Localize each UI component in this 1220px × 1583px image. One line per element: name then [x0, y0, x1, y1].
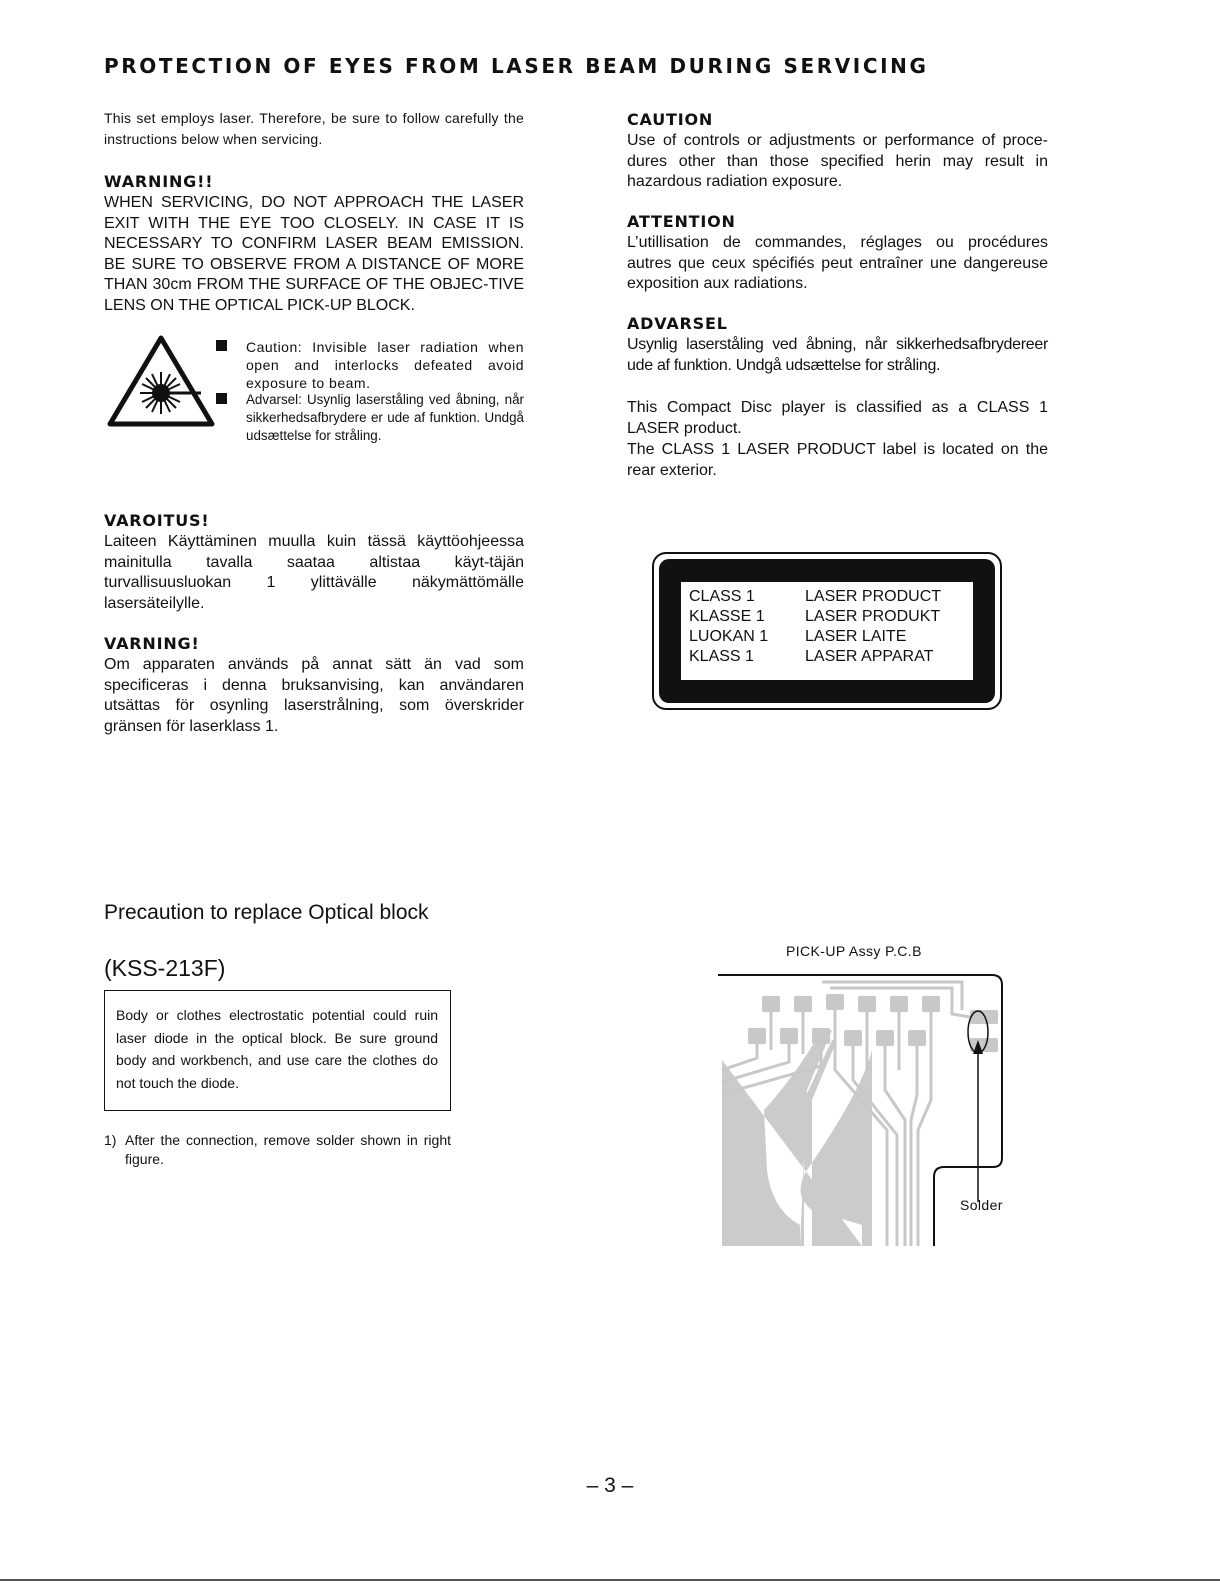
label-panel [681, 582, 973, 680]
warning-heading: WARNING!! [104, 172, 214, 191]
label-product: LASER PRODUCT [805, 588, 942, 605]
solder-label: Solder [960, 1197, 1003, 1213]
bullet-caution-text: Caution: Invisible laser radiation when open and interlocks defeated avoid exposure to beam. [246, 339, 524, 391]
label-row [689, 607, 941, 627]
attention-section [627, 212, 1048, 295]
label-row [689, 587, 942, 607]
advarsel-text: Usynlig laserståling ved åbning, når sikkerhedsafbrydereer ude af funktion. Undgå udsættelse for stråling. [627, 336, 1048, 374]
label-product: LASER APPARAT [805, 648, 934, 665]
bullet-advarsel-text: Advarsel: Usynlig laserståling ved åbning, når sikkerhedsafbrydere er ude af funktion. Undgå udsættelse for stråling. [246, 392, 524, 443]
varoitus-section [104, 511, 524, 614]
precaution-box: Body or clothes electrostatic potential could ruin laser diode in the optical block. Be sure ground body and workbench, and use care the clothes do not touch the diode. [104, 990, 451, 1111]
page-title: PROTECTION OF EYES FROM LASER BEAM DURING SERVICING [104, 54, 929, 78]
varning-section [104, 634, 524, 737]
step-text: After the connection, remove solder shown in right figure. [125, 1132, 451, 1167]
class-info-line1: This Compact Disc player is classified as a CLASS 1 LASER product. [627, 399, 1048, 437]
label-border [659, 559, 995, 703]
caution-section [627, 110, 1048, 193]
varoitus-text: Laiteen Käyttäminen muulla kuin tässä käyttöohjeessa mainitulla tavalla saataa altistaa käyt-täjän turvallisuusluokan 1 ylittävälle näkymättömälle lasersäteilylle. [104, 533, 524, 612]
label-class: LUOKAN 1 [689, 628, 769, 645]
bullet-square-icon [216, 340, 227, 351]
pcb-traces [722, 994, 998, 1246]
page-number: – 3 – [586, 1474, 634, 1497]
caution-text: Use of controls or adjustments or performance of proce-dures other than those specified herin may result in hazardous radiation exposure. [627, 132, 1048, 190]
varoitus-heading: VAROITUS! [104, 511, 210, 530]
advarsel-section [627, 314, 1048, 376]
label-class: KLASS 1 [689, 648, 754, 665]
precaution-model: (KSS-213F) [104, 955, 226, 981]
step-number: 1) [104, 1132, 117, 1148]
pcb-figure-title: PICK-UP Assy P.C.B [786, 943, 922, 959]
laser-warning-icon [106, 334, 216, 428]
class-info [627, 397, 1048, 481]
attention-text: L’utillisation de commandes, réglages ou procédures autres que ceux spécifiés peut entraîner une dangereuse exposition aux radiations. [627, 234, 1048, 292]
advarsel-heading: ADVARSEL [627, 314, 728, 333]
class1-laser-label [652, 552, 1002, 710]
label-product: LASER PRODUKT [805, 608, 941, 625]
bullet-caution [216, 338, 524, 392]
label-product: LASER LAITE [805, 628, 907, 645]
warning-text: WHEN SERVICING, DO NOT APPROACH THE LASER EXIT WITH THE EYE TOO CLOSELY. IN CASE IT IS NECESSARY TO CONFIRM LASER BEAM EMISSION. BE SURE TO OBSERVE FROM A DISTANCE OF MORE THAN 30cm FROM THE SURFACE OF THE OBJEC-TIVE LENS ON THE OPTICAL PICK-UP BLOCK. [104, 194, 524, 314]
label-row [689, 647, 934, 667]
warning-section [104, 172, 524, 316]
label-row [689, 627, 907, 647]
varning-text: Om apparaten används på annat sätt än vad som specificeras i denna bruksanvising, kan användaren utsättas för osynling laserstrålning, som överskrider gränsen för laserklass 1. [104, 656, 524, 735]
attention-heading: ATTENTION [627, 212, 736, 231]
class-info-line2: The CLASS 1 LASER PRODUCT label is located on the rear exterior. [627, 441, 1048, 479]
precaution-step [104, 1131, 451, 1168]
label-class: KLASSE 1 [689, 608, 765, 625]
precaution-title: Precaution to replace Optical block [104, 901, 429, 924]
label-class: CLASS 1 [689, 588, 755, 605]
page-bottom-rule [0, 1579, 1220, 1581]
varning-heading: VARNING! [104, 634, 200, 653]
bullet-advarsel [216, 391, 524, 445]
bullet-square-icon [216, 393, 227, 404]
intro-text: This set employs laser. Therefore, be sure to follow carefully the instructions below when servicing. [104, 110, 524, 147]
caution-heading: CAUTION [627, 110, 714, 129]
